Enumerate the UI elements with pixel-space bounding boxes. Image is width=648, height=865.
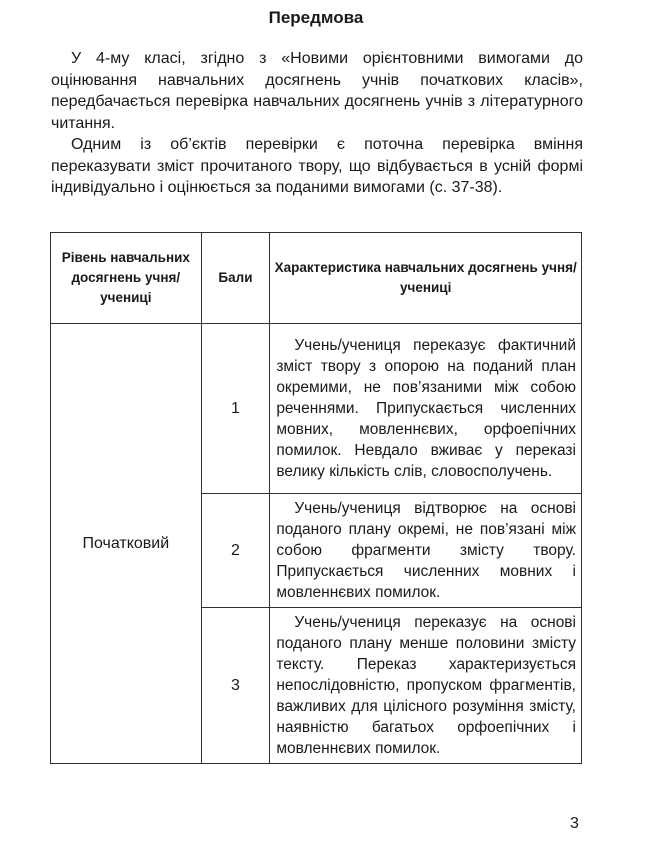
header-level: Рівень навчальних досягнень учня/учениці <box>51 233 202 324</box>
header-description: Характеристика навчальних досягнень учня/учениці <box>270 233 582 324</box>
header-points: Бали <box>201 233 270 324</box>
description-cell: Учень/учениця відтворює на основі поданого плану окремі, не пов’язані між собою фрагменти змісту твору. Припускається численних мовних і мовленнєвих помилок. <box>270 494 582 608</box>
page-title: Передмова <box>268 8 364 27</box>
intro-paragraph: У 4-му класі, згідно з «Новими орієнтовними вимогами до оцінювання навчальних досягнень учнів початкових класів», передбачається перевірка навчальних досягнень учнів з літературного читання. <box>51 50 583 132</box>
level-cell: Початковий <box>51 324 202 764</box>
intro-paragraph: Одним із об’єктів перевірки є поточна перевірка вміння переказувати зміст прочитаного твору, що відбувається в усній формі індивідуально і оцінюється за поданими вимогами (с. 37-38). <box>51 136 583 196</box>
assessment-criteria-table <box>50 232 582 764</box>
page-number: 3 <box>570 815 579 832</box>
intro-text <box>51 48 583 199</box>
table-row <box>51 324 582 494</box>
description-cell: Учень/учениця переказує фактичний зміст твору з опорою на поданий план окремими, не пов’язаними між собою реченнями. Припускається численних мовних, мовленнєвих, орфоепічних помилок. Невдало вживає у переказі велику кількість слів, словосполучень. <box>270 324 582 494</box>
points-cell: 1 <box>201 324 270 494</box>
points-cell: 3 <box>201 608 270 764</box>
table-header-row <box>51 233 582 324</box>
description-cell: Учень/учениця переказує на основі поданого плану менше половини змісту тексту. Переказ характеризується непослідовністю, пропуском фрагментів, важливих для цілісного розуміння змісту, наявністю багатьох орфоепічних і мовленнєвих помилок. <box>270 608 582 764</box>
points-cell: 2 <box>201 494 270 608</box>
